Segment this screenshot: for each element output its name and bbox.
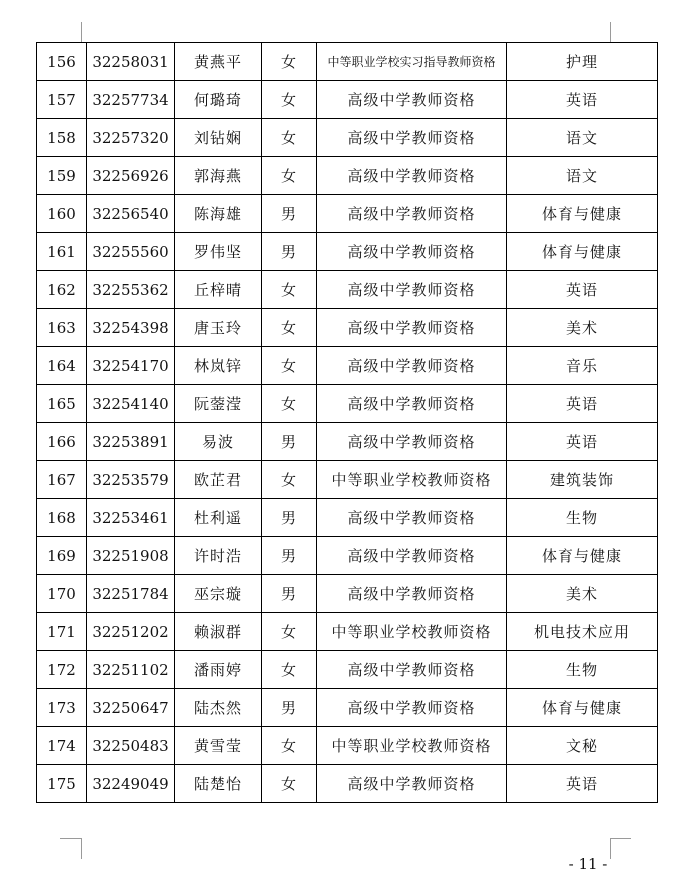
cell-number: 162 [37, 271, 87, 309]
cell-number: 166 [37, 423, 87, 461]
cell-subject: 音乐 [507, 347, 658, 385]
cell-id: 32257734 [87, 81, 175, 119]
cell-qualification: 中等职业学校教师资格 [317, 461, 507, 499]
table-row [37, 43, 658, 81]
table-row [37, 651, 658, 689]
cell-gender: 男 [262, 499, 317, 537]
table-row [37, 271, 658, 309]
cell-number: 174 [37, 727, 87, 765]
cell-gender: 女 [262, 43, 317, 81]
cell-number: 160 [37, 195, 87, 233]
cell-gender: 女 [262, 309, 317, 347]
table-row [37, 765, 658, 803]
cell-name: 赖淑群 [175, 613, 262, 651]
cell-id: 32256540 [87, 195, 175, 233]
cell-id: 32253461 [87, 499, 175, 537]
table-row [37, 195, 658, 233]
cell-id: 32251202 [87, 613, 175, 651]
cell-name: 陆楚怡 [175, 765, 262, 803]
cell-gender: 男 [262, 423, 317, 461]
cell-gender: 女 [262, 81, 317, 119]
cell-name: 罗伟坚 [175, 233, 262, 271]
crop-mark-top-right-vertical [610, 22, 611, 43]
cell-subject: 生物 [507, 499, 658, 537]
certificate-list-table [36, 42, 658, 803]
cell-subject: 英语 [507, 271, 658, 309]
cell-gender: 女 [262, 385, 317, 423]
cell-name: 刘钻娴 [175, 119, 262, 157]
crop-mark-bottom-right-horizontal [610, 838, 631, 839]
cell-name: 黄雪莹 [175, 727, 262, 765]
table-row [37, 727, 658, 765]
cell-id: 32249049 [87, 765, 175, 803]
cell-qualification: 中等职业学校实习指导教师资格 [317, 43, 507, 81]
cell-qualification: 高级中学教师资格 [317, 271, 507, 309]
cell-id: 32251908 [87, 537, 175, 575]
cell-qualification: 高级中学教师资格 [317, 499, 507, 537]
cell-subject: 体育与健康 [507, 689, 658, 727]
cell-subject: 语文 [507, 119, 658, 157]
cell-subject: 生物 [507, 651, 658, 689]
cell-name: 唐玉玲 [175, 309, 262, 347]
cell-name: 欧芷君 [175, 461, 262, 499]
table-row [37, 575, 658, 613]
crop-mark-bottom-left-horizontal [60, 838, 81, 839]
cell-qualification: 高级中学教师资格 [317, 347, 507, 385]
cell-id: 32256926 [87, 157, 175, 195]
cell-gender: 女 [262, 651, 317, 689]
table-row [37, 233, 658, 271]
cell-subject: 英语 [507, 385, 658, 423]
cell-qualification: 高级中学教师资格 [317, 689, 507, 727]
cell-number: 156 [37, 43, 87, 81]
cell-gender: 女 [262, 765, 317, 803]
cell-qualification: 高级中学教师资格 [317, 765, 507, 803]
cell-name: 陈海雄 [175, 195, 262, 233]
cell-name: 巫宗璇 [175, 575, 262, 613]
cell-qualification: 高级中学教师资格 [317, 423, 507, 461]
cell-subject: 体育与健康 [507, 233, 658, 271]
cell-gender: 女 [262, 613, 317, 651]
page-number: - 11 - [568, 855, 608, 873]
table-row [37, 309, 658, 347]
cell-subject: 机电技术应用 [507, 613, 658, 651]
cell-subject: 体育与健康 [507, 195, 658, 233]
cell-subject: 护理 [507, 43, 658, 81]
cell-number: 170 [37, 575, 87, 613]
table-row [37, 537, 658, 575]
cell-id: 32251784 [87, 575, 175, 613]
crop-mark-bottom-left-vertical [81, 838, 82, 859]
cell-qualification: 高级中学教师资格 [317, 157, 507, 195]
cell-number: 169 [37, 537, 87, 575]
cell-gender: 男 [262, 689, 317, 727]
cell-id: 32257320 [87, 119, 175, 157]
cell-gender: 女 [262, 461, 317, 499]
cell-qualification: 高级中学教师资格 [317, 309, 507, 347]
cell-gender: 男 [262, 233, 317, 271]
cell-name: 林岚锌 [175, 347, 262, 385]
cell-qualification: 中等职业学校教师资格 [317, 613, 507, 651]
cell-subject: 体育与健康 [507, 537, 658, 575]
cell-id: 32254170 [87, 347, 175, 385]
cell-qualification: 高级中学教师资格 [317, 119, 507, 157]
cell-id: 32254398 [87, 309, 175, 347]
cell-id: 32250483 [87, 727, 175, 765]
cell-subject: 文秘 [507, 727, 658, 765]
cell-name: 陆杰然 [175, 689, 262, 727]
table-row [37, 689, 658, 727]
table-row [37, 461, 658, 499]
cell-subject: 美术 [507, 309, 658, 347]
cell-number: 172 [37, 651, 87, 689]
cell-qualification: 高级中学教师资格 [317, 385, 507, 423]
cell-qualification: 中等职业学校教师资格 [317, 727, 507, 765]
crop-mark-top-left-vertical [81, 22, 82, 43]
cell-subject: 英语 [507, 423, 658, 461]
cell-id: 32253579 [87, 461, 175, 499]
cell-gender: 男 [262, 195, 317, 233]
table-body [37, 43, 658, 803]
cell-subject: 英语 [507, 765, 658, 803]
cell-subject: 语文 [507, 157, 658, 195]
cell-number: 173 [37, 689, 87, 727]
cell-name: 何璐琦 [175, 81, 262, 119]
cell-gender: 男 [262, 537, 317, 575]
cell-number: 168 [37, 499, 87, 537]
table-row [37, 423, 658, 461]
cell-gender: 女 [262, 347, 317, 385]
cell-number: 167 [37, 461, 87, 499]
cell-gender: 女 [262, 119, 317, 157]
table-row [37, 613, 658, 651]
cell-name: 丘梓晴 [175, 271, 262, 309]
cell-gender: 男 [262, 575, 317, 613]
cell-number: 159 [37, 157, 87, 195]
table-row [37, 157, 658, 195]
table-row [37, 119, 658, 157]
cell-qualification: 高级中学教师资格 [317, 651, 507, 689]
cell-qualification: 高级中学教师资格 [317, 233, 507, 271]
cell-name: 易波 [175, 423, 262, 461]
cell-subject: 建筑装饰 [507, 461, 658, 499]
cell-name: 阮蓥滢 [175, 385, 262, 423]
cell-number: 164 [37, 347, 87, 385]
cell-name: 许时浩 [175, 537, 262, 575]
cell-id: 32250647 [87, 689, 175, 727]
cell-gender: 女 [262, 727, 317, 765]
cell-id: 32254140 [87, 385, 175, 423]
cell-id: 32251102 [87, 651, 175, 689]
cell-qualification: 高级中学教师资格 [317, 575, 507, 613]
table-row [37, 499, 658, 537]
table-row [37, 385, 658, 423]
cell-number: 165 [37, 385, 87, 423]
cell-number: 175 [37, 765, 87, 803]
cell-id: 32253891 [87, 423, 175, 461]
cell-number: 171 [37, 613, 87, 651]
cell-gender: 女 [262, 271, 317, 309]
cell-number: 161 [37, 233, 87, 271]
cell-name: 黄燕平 [175, 43, 262, 81]
table-row [37, 347, 658, 385]
cell-name: 潘雨婷 [175, 651, 262, 689]
cell-id: 32255560 [87, 233, 175, 271]
cell-qualification: 高级中学教师资格 [317, 537, 507, 575]
cell-number: 158 [37, 119, 87, 157]
cell-id: 32258031 [87, 43, 175, 81]
cell-subject: 美术 [507, 575, 658, 613]
cell-name: 杜利遥 [175, 499, 262, 537]
cell-name: 郭海燕 [175, 157, 262, 195]
cell-qualification: 高级中学教师资格 [317, 195, 507, 233]
cell-gender: 女 [262, 157, 317, 195]
cell-id: 32255362 [87, 271, 175, 309]
cell-number: 157 [37, 81, 87, 119]
cell-qualification: 高级中学教师资格 [317, 81, 507, 119]
cell-subject: 英语 [507, 81, 658, 119]
cell-number: 163 [37, 309, 87, 347]
table-row [37, 81, 658, 119]
